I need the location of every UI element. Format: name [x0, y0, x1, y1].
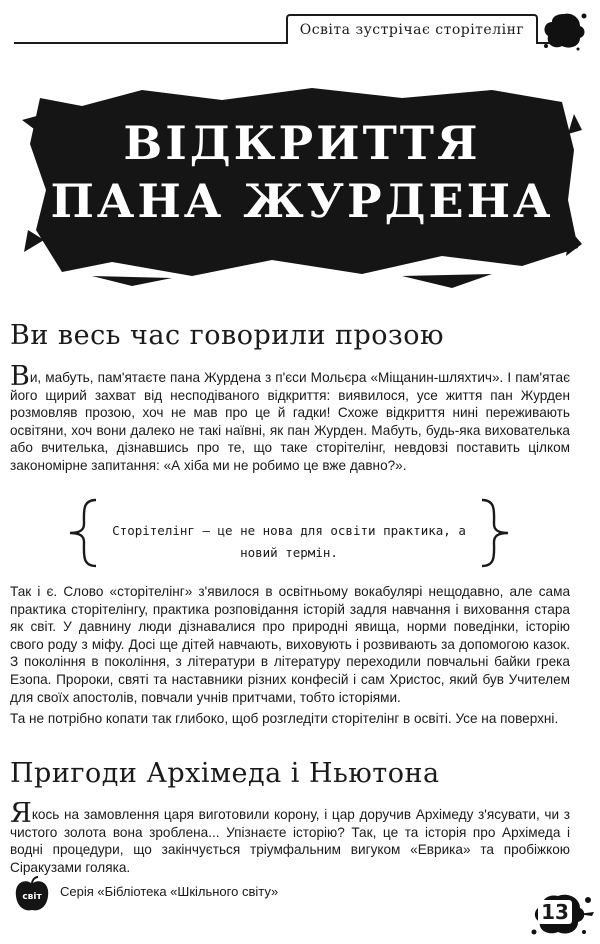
pull-quote	[64, 498, 514, 568]
drop-cap: В	[10, 361, 30, 392]
right-brace-icon	[474, 498, 514, 568]
paragraph-text: кось на замовлення царя виготовили корону, і цар доручив Архімеду з'ясувати, чи з чистого золота вона зроблена... Упізнаєте історію? Так, це та історія про Архімеда і водні процедури, що закінчується тріумфальним вигуком «Еврика» та пробіжкою Сіракузами голяка.	[10, 807, 570, 875]
series-caption: Серія «Бібліотека «Шкільного світу»	[60, 884, 279, 899]
paragraph-text: и, мабуть, пам'ятаєте пана Журдена з п'єси Мольєра «Міщанин-шляхтич». І пам'ятає його щирий захват від несподіваного відкриття: виявилося, усе життя пан Журден розмовляв прозою, хоч не мав про це й гадки! Схоже відкриття нині переживають освітяни, хоч вони далеко не такі наївні, як пан Журден. Мабуть, будь-яка вихователька або вчителька, дізнавшись про те, що таке сторітелінг, невдовзі поставить цілком закономірне запитання: «А хіба ми не робимо це вже давно?».	[10, 370, 570, 473]
ink-blot-icon	[540, 8, 588, 52]
left-brace-icon	[64, 498, 104, 568]
quote-text: Сторітелінг – це не нова для освіти практика, а новий термін.	[112, 523, 466, 560]
publisher-logo	[12, 876, 52, 914]
section-heading: Пригоди Архімеда і Ньютона	[10, 758, 440, 789]
chapter-banner	[22, 80, 582, 290]
banner-title-line-2: ПАНА ЖУРДЕНА	[50, 174, 554, 228]
logo-wordmark: світ	[22, 892, 42, 902]
running-header: Освіта зустрічає сторітелінг	[286, 14, 538, 44]
paragraph: Так і є. Слово «сторітелінг» з'явилося в освітньому вокабулярі нещодавно, але сама практика сторітелінгу, практика розповідання історій задля навчання і виховання стара як світ. У давнину люди дізнавалися про природні явища, норми поведінки, історію свого роду з міфу. Досі ще дітей навчають, виховують і розвивають за допомогою казок. З покоління в покоління, з літератури в літературу переходили повчальні байки грека Езопа. Пророки, святі та наставники різних конфесій і сам Христос, який був Учителем для своїх апостолів, повчали учнів притчами, тобто історіями.	[10, 584, 570, 705]
paragraph	[10, 361, 570, 475]
paragraph	[10, 798, 570, 876]
page-number: 13	[530, 900, 580, 924]
paragraph: Та не потрібно копати так глибоко, щоб розгледіти сторітелінг в освіті. Усе на поверхні.	[10, 711, 559, 726]
section-heading: Ви весь час говорили прозою	[10, 320, 445, 351]
banner-title-line-1: ВІДКРИТТЯ	[123, 116, 481, 170]
drop-cap: Я	[10, 798, 32, 829]
